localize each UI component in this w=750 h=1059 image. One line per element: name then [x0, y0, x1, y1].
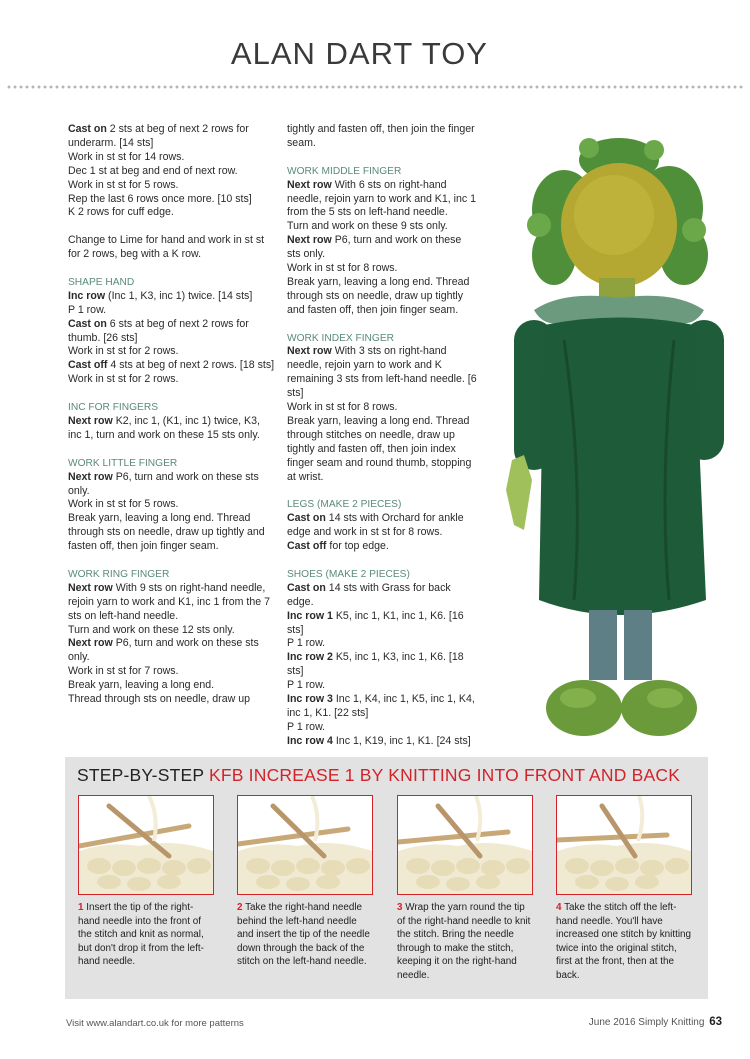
pattern-line	[68, 193, 276, 207]
pattern-line	[68, 582, 276, 624]
step-4	[556, 795, 692, 983]
section-heading: WORK MIDDLE FINGER	[287, 165, 402, 177]
pattern-line	[287, 735, 477, 749]
instruction-text: Inc 1, K4, inc 1, K5, inc 1, K4, inc 1, K1. [22 sts]	[287, 693, 475, 719]
instruction-text: Dec 1 st at beg and end of next row.	[68, 164, 238, 177]
instruction-text: P 1 row.	[287, 637, 326, 650]
instruction-keyword: Inc row 2	[287, 651, 333, 664]
section-heading: WORK RING FINGER	[68, 568, 170, 580]
pattern-column-right	[287, 123, 477, 749]
pattern-line	[287, 721, 477, 735]
instruction-text: Break yarn, leaving a long end.	[68, 679, 215, 692]
pattern-line	[68, 179, 276, 193]
pattern-line	[68, 415, 276, 443]
instruction-text: With 3 sts on right-hand needle, rejoin yarn to work and K remaining 3 sts from left-hand needle. [6 sts]	[287, 345, 477, 400]
instruction-text: Turn and work on these 12 sts only.	[68, 623, 235, 636]
pattern-line	[287, 262, 477, 276]
pattern-line	[287, 179, 477, 221]
step-text: Wrap the yarn round the tip of the right-hand needle to knit the stitch. Bring the needle through to make the stitch, keeping it on the right-hand needle.	[397, 902, 531, 981]
pattern-line	[287, 415, 477, 485]
step-text: Insert the tip of the right-hand needle into the front of the stitch and knit as normal, but don't drop it from the left-hand needle.	[78, 902, 204, 968]
pattern-line	[287, 693, 477, 721]
step-photo	[237, 795, 373, 895]
section-heading: SHAPE HAND	[68, 276, 135, 288]
instruction-keyword: Next row	[287, 178, 332, 191]
pattern-line	[68, 345, 276, 359]
pattern-line	[287, 276, 477, 318]
pattern-line	[68, 624, 276, 638]
instruction-text: Thread through sts on needle, draw up	[68, 693, 250, 706]
step-caption	[556, 901, 692, 983]
instruction-text: P 1 row.	[287, 720, 326, 733]
instruction-text: Work in st st for 5 rows.	[68, 178, 179, 191]
pattern-line	[68, 123, 276, 151]
section-heading: WORK INDEX FINGER	[287, 332, 394, 344]
step-caption	[237, 901, 373, 969]
instruction-keyword: Next row	[68, 637, 113, 650]
pattern-line	[68, 512, 276, 554]
instruction-keyword: Cast off	[68, 359, 108, 372]
step-number: 1	[78, 902, 84, 913]
instruction-text: Work in st st for 2 rows.	[68, 345, 179, 358]
instruction-keyword: Cast off	[287, 540, 327, 553]
pattern-line	[68, 359, 276, 373]
instruction-keyword: Cast on	[287, 512, 326, 525]
pattern-line	[287, 401, 477, 415]
instruction-text: With 6 sts on right-hand needle, rejoin yarn to work and K1, inc 1 from the 5 sts on left-hand needle.	[287, 178, 477, 219]
step-number: 4	[556, 902, 562, 913]
step-caption	[78, 901, 214, 969]
step-2	[237, 795, 373, 969]
pattern-line	[68, 165, 276, 179]
pattern-line	[68, 679, 276, 693]
pattern-line	[68, 373, 276, 387]
step-1	[78, 795, 214, 969]
instruction-text: With 9 sts on right-hand needle, rejoin yarn to work and K1, inc 1 from the 7 sts on left-hand needle.	[68, 581, 270, 622]
pattern-line	[68, 471, 276, 499]
step-caption	[397, 901, 533, 983]
instruction-text: Break yarn, leaving a long end. Thread through sts on needle, draw up tightly and fasten off, then join finger seam.	[68, 512, 265, 553]
instruction-keyword: Inc row 4	[287, 734, 333, 747]
step-photo	[556, 795, 692, 895]
pattern-line	[68, 637, 276, 665]
pattern-line	[68, 206, 276, 220]
instruction-text: Rep the last 6 rows once more. [10 sts]	[68, 192, 252, 205]
instruction-text: 4 sts at beg of next 2 rows. [18 sts]	[107, 359, 275, 372]
pattern-line	[287, 651, 477, 679]
instruction-text: K 2 rows for cuff edge.	[68, 206, 174, 219]
pattern-line	[287, 637, 477, 651]
page-number: 63	[709, 1016, 722, 1028]
pattern-line	[68, 290, 276, 304]
instruction-text: Work in st st for 8 rows.	[287, 262, 398, 275]
instruction-keyword: Next row	[68, 470, 113, 483]
section-heading: WORK LITTLE FINGER	[68, 457, 178, 469]
instruction-text: Work in st st for 8 rows.	[287, 401, 398, 414]
instruction-keyword: Next row	[287, 345, 332, 358]
pattern-line	[287, 512, 477, 540]
section-heading: LEGS (MAKE 2 PIECES)	[287, 499, 402, 511]
instruction-keyword: Next row	[287, 234, 332, 247]
instruction-text: P 1 row.	[287, 679, 326, 692]
instruction-keyword: Inc row 3	[287, 693, 333, 706]
instruction-text: K5, inc 1, K3, inc 1, K6. [18 sts]	[287, 651, 464, 678]
instruction-text: tightly and fasten off, then join the finger seam.	[287, 123, 475, 149]
pattern-column-left	[68, 123, 276, 707]
step-number: 2	[237, 902, 243, 913]
instruction-keyword: Cast on	[287, 581, 326, 594]
pattern-line	[68, 498, 276, 512]
instruction-text: Work in st st for 2 rows.	[68, 373, 179, 386]
instruction-text: 6 sts at beg of next 2 rows for thumb. [26 sts]	[68, 317, 249, 344]
instruction-text: Work in st st for 7 rows.	[68, 665, 179, 678]
pattern-line	[68, 665, 276, 679]
instruction-text: Work in st st for 5 rows.	[68, 498, 179, 511]
step-text: Take the right-hand needle behind the left-hand needle and insert the tip of the needle down through the back of the stitch on the left-hand needle.	[237, 902, 370, 968]
instruction-text: 14 sts with Grass for back edge.	[287, 581, 451, 608]
pattern-line	[287, 610, 477, 638]
step-number: 3	[397, 902, 403, 913]
knitted-doll-photo	[494, 130, 744, 745]
pattern-line	[68, 151, 276, 165]
instruction-keyword: Next row	[68, 414, 113, 427]
pattern-line	[287, 234, 477, 262]
section-heading: SHOES (MAKE 2 PIECES)	[287, 568, 410, 580]
instruction-text: P6, turn and work on these sts only.	[68, 470, 259, 497]
pattern-line	[287, 123, 477, 151]
instruction-keyword: Cast on	[68, 123, 107, 135]
step-by-step-panel	[65, 757, 708, 999]
instruction-text: P6, turn and work on these sts only.	[287, 234, 462, 261]
instruction-text: 14 sts with Orchard for ankle edge and work in st st for 8 rows.	[287, 512, 464, 539]
instruction-text: Break yarn, leaving a long end. Thread through sts on needle, draw up tightly and fasten off, then join finger seam.	[287, 275, 470, 316]
pattern-line	[287, 345, 477, 401]
instruction-text: Change to Lime for hand and work in st st for 2 rows, beg with a K row.	[68, 234, 265, 261]
section-heading: INC FOR FINGERS	[68, 402, 158, 414]
footer-issue: June 2016 Simply Knitting 63	[588, 1016, 722, 1028]
instruction-keyword: Cast on	[68, 317, 107, 330]
instruction-text: Turn and work on these 9 sts only.	[287, 220, 448, 233]
pattern-line	[68, 304, 276, 318]
instruction-text: Work in st st for 14 rows.	[68, 150, 185, 163]
step-photo	[78, 795, 214, 895]
footer-website: Visit www.alandart.co.uk for more patterns	[66, 1018, 244, 1029]
instruction-text: K5, inc 1, K1, inc 1, K6. [16 sts]	[287, 609, 464, 636]
step-by-step-heading: STEP-BY-STEP KFB INCREASE 1 BY KNITTING INTO FRONT AND BACK	[77, 765, 681, 785]
pattern-line	[287, 540, 477, 554]
instruction-text: Break yarn, leaving a long end. Thread through stitches on needle, draw up tightly and fasten off, then join index finger seam and round thumb, stopping at wrist.	[287, 415, 472, 483]
instruction-text: Inc 1, K19, inc 1, K1. [24 sts]	[332, 734, 471, 747]
pattern-line	[287, 220, 477, 234]
instruction-text: (Inc 1, K3, inc 1) twice. [14 sts]	[105, 289, 253, 302]
pattern-line	[68, 234, 276, 262]
pattern-line	[287, 679, 477, 693]
instruction-text: for top edge.	[326, 540, 389, 553]
pattern-line	[68, 318, 276, 346]
page-title: ALAN DART TOY	[230, 36, 488, 71]
instruction-text: P6, turn and work on these sts only.	[68, 637, 259, 664]
instruction-text: K2, inc 1, (K1, inc 1) twice, K3, inc 1, turn and work on these 15 sts only.	[68, 414, 260, 441]
pattern-line	[287, 582, 477, 610]
step-text: Take the stitch off the left-hand needle. You'll have increased one stitch by knitting twice into the original stitch, first at the front, then at the back.	[556, 902, 692, 981]
dotted-divider	[6, 85, 744, 89]
pattern-line	[68, 693, 276, 707]
instruction-text: 2 sts at beg of next 2 rows for underarm. [14 sts]	[68, 123, 249, 149]
step-3	[397, 795, 533, 983]
instruction-keyword: Inc row	[68, 289, 106, 302]
instruction-keyword: Inc row 1	[287, 609, 333, 622]
instruction-text: P 1 row.	[68, 303, 107, 316]
instruction-keyword: Next row	[68, 581, 113, 594]
step-photo	[397, 795, 533, 895]
